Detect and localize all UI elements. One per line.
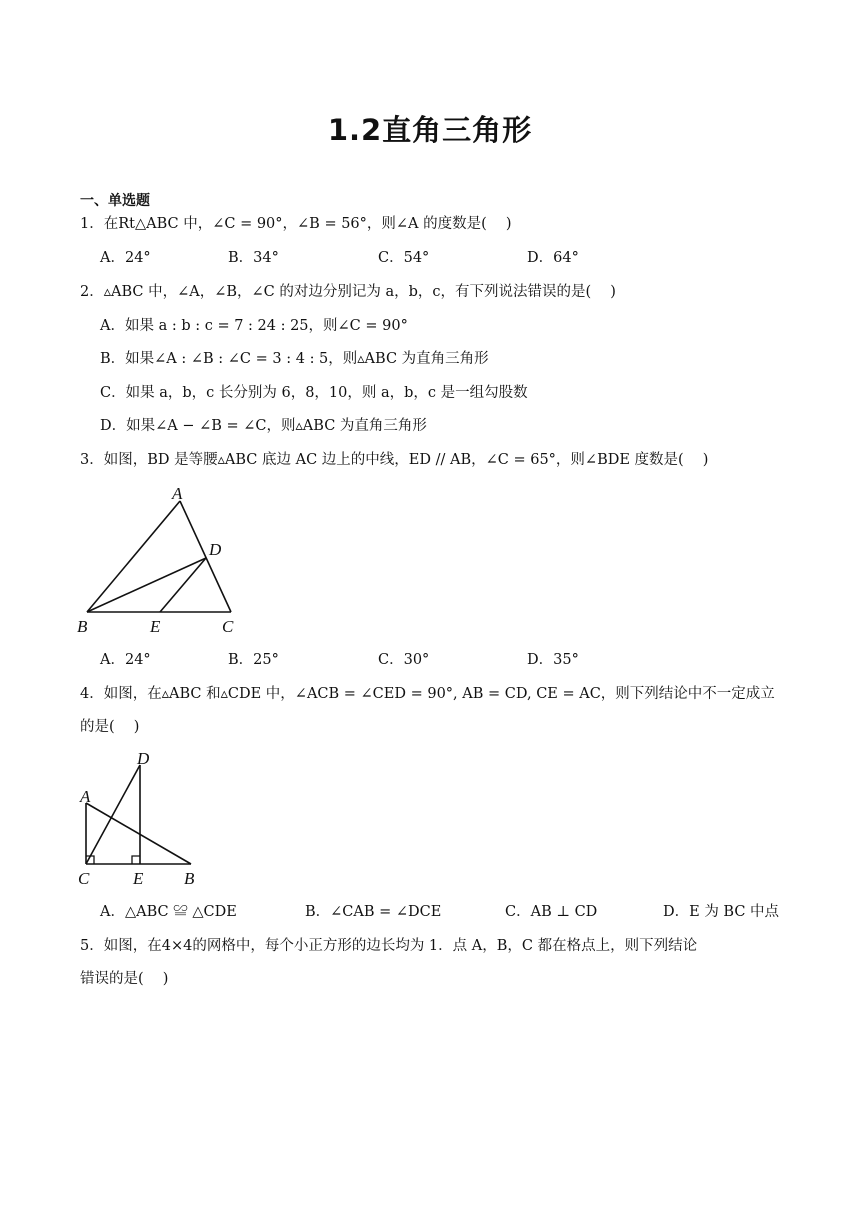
question-2-stem: 2．▵ABC 中，∠A，∠B，∠C 的对边分别记为 a，b，c，有下列说法错误的是( ) xyxy=(80,284,616,300)
q2-option-d: D．如果∠A − ∠B = ∠C，则▵ABC 为直角三角形 xyxy=(100,418,427,434)
label-a: A xyxy=(172,484,183,503)
label-e: E xyxy=(150,617,161,636)
q4-option-c: C．AB ⊥ CD xyxy=(505,904,598,920)
q3-option-a: A．24° xyxy=(100,652,151,668)
q1-option-a: A．24° xyxy=(100,250,151,266)
label-d: D xyxy=(209,540,222,559)
label-d: D xyxy=(137,749,150,768)
q4-option-b: B．∠CAB = ∠DCE xyxy=(305,904,442,920)
q3-triangle-figure xyxy=(74,480,254,640)
q1-option-c: C．54° xyxy=(378,250,430,266)
section-heading: 一、单选题 xyxy=(80,193,150,209)
label-c: C xyxy=(222,617,234,636)
q3-option-b: B．25° xyxy=(228,652,279,668)
question-5-stem-line1: 5．如图，在4×4的网格中，每个小正方形的边长均为 1．点 A，B，C 都在格点上，则下列结论 xyxy=(80,938,698,954)
question-4-stem-line2: 的是( ) xyxy=(80,719,140,735)
q3-option-c: C．30° xyxy=(378,652,430,668)
segment-ed xyxy=(160,558,206,612)
right-angle-mark-e xyxy=(132,856,140,864)
q2-option-a: A．如果 a : b : c = 7 : 24 : 25，则∠C = 90° xyxy=(100,318,408,334)
q4-triangles-figure xyxy=(74,745,214,890)
page-title: 1.2直角三角形 xyxy=(327,113,533,147)
label-b: B xyxy=(77,617,88,636)
q4-option-d: D．E 为 BC 中点 xyxy=(663,904,780,920)
q1-option-b: B．34° xyxy=(228,250,279,266)
segment-ac xyxy=(180,501,231,612)
question-3-stem: 3．如图，BD 是等腰▵ABC 底边 AC 边上的中线，ED // AB，∠C = 65°，则∠BDE 度数是( ) xyxy=(80,452,709,468)
q4-option-a: A．△ABC ≌ △CDE xyxy=(100,904,237,920)
q3-option-d: D．35° xyxy=(527,652,579,668)
segment-dc xyxy=(86,765,140,864)
question-5-stem-line2: 错误的是( ) xyxy=(80,971,169,987)
q1-option-d: D．64° xyxy=(527,250,579,266)
q2-option-b: B．如果∠A : ∠B : ∠C = 3 : 4 : 5，则▵ABC 为直角三角形 xyxy=(100,351,489,367)
question-1-stem: 1．在Rt△ABC 中，∠C = 90°，∠B = 56°，则∠A 的度数是( ) xyxy=(80,216,512,232)
label-c: C xyxy=(78,869,90,888)
segment-ab xyxy=(87,501,180,612)
label-e: E xyxy=(133,869,144,888)
segment-bd xyxy=(87,558,206,612)
label-b: B xyxy=(184,869,195,888)
q2-option-c: C．如果 a，b，c 长分别为 6，8，10，则 a，b，c 是一组勾股数 xyxy=(100,385,528,401)
question-4-stem-line1: 4．如图，在▵ABC 和▵CDE 中，∠ACB = ∠CED = 90°, AB = CD, CE = AC，则下列结论中不一定成立 xyxy=(80,686,775,702)
label-a: A xyxy=(80,787,91,806)
